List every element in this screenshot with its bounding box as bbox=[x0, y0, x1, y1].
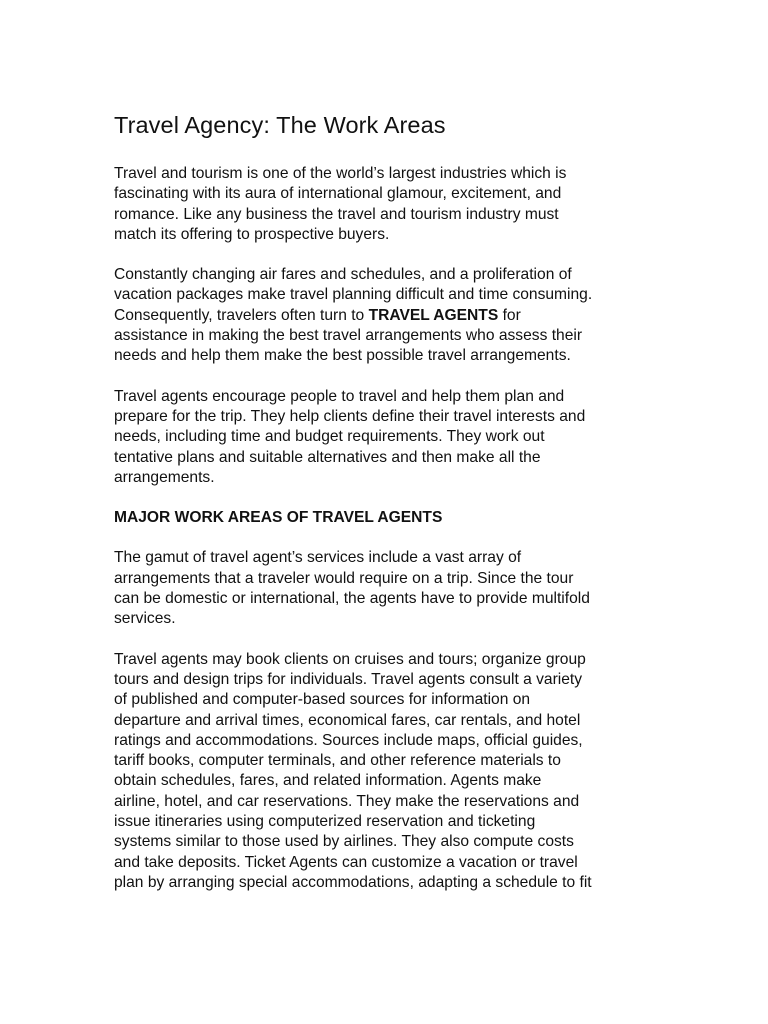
paragraph-line: prepare for the trip. They help clients define their travel interests and bbox=[114, 407, 586, 425]
paragraph-text: for bbox=[498, 306, 521, 324]
paragraph-line: can be domestic or international, the agents have to provide multifold bbox=[114, 590, 590, 608]
paragraph-line: Travel and tourism is one of the world’s largest industries which is bbox=[114, 165, 567, 182]
paragraph-services-gamut bbox=[114, 548, 659, 629]
paragraph-line: vacation packages make travel planning difficult and time consuming. bbox=[114, 286, 593, 304]
paragraph-line: tentative plans and suitable alternatives and then make all the bbox=[114, 448, 541, 466]
paragraph-line: assistance in making the best travel arrangements who assess their bbox=[114, 327, 583, 345]
paragraph-line: services. bbox=[114, 610, 176, 628]
paragraph-line: issue itineraries using computerized reservation and ticketing bbox=[114, 813, 536, 831]
document-body bbox=[114, 110, 659, 913]
paragraph-line: The gamut of travel agent’s services include a vast array of bbox=[114, 549, 522, 567]
paragraph-line: airline, hotel, and car reservations. They make the reservations and bbox=[114, 792, 580, 810]
paragraph-travel-agents-assistance bbox=[114, 265, 659, 366]
paragraph-text: Consequently, travelers often turn to bbox=[114, 306, 369, 324]
paragraph-line: tours and design trips for individuals. Travel agents consult a variety bbox=[114, 670, 583, 688]
paragraph-agent-role bbox=[114, 387, 659, 488]
paragraph-line: Travel agents encourage people to travel and help them plan and bbox=[114, 387, 565, 405]
paragraph-line: and take deposits. Ticket Agents can customize a vacation or travel bbox=[114, 853, 578, 871]
paragraph-line: obtain schedules, fares, and related information. Agents make bbox=[114, 772, 542, 790]
paragraph-line: systems similar to those used by airlines. They also compute costs bbox=[114, 833, 574, 851]
emphasis-travel-agents: TRAVEL AGENTS bbox=[368, 306, 499, 324]
document-title: Travel Agency: The Work Areas bbox=[114, 112, 446, 138]
section-heading: MAJOR WORK AREAS OF TRAVEL AGENTS bbox=[114, 509, 443, 527]
paragraph-line: arrangements. bbox=[114, 468, 215, 486]
paragraph-line: tariff books, computer terminals, and other reference materials to bbox=[114, 752, 561, 770]
paragraph-agent-duties bbox=[114, 650, 659, 894]
paragraph-line: fascinating with its aura of international glamour, excitement, and bbox=[114, 185, 562, 203]
paragraph-line: departure and arrival times, economical fares, car rentals, and hotel bbox=[114, 711, 581, 729]
paragraph-line-with-emphasis bbox=[114, 306, 659, 326]
paragraph-line: match its offering to prospective buyers. bbox=[114, 225, 390, 243]
paragraph-line: Travel agents may book clients on cruises and tours; organize group bbox=[114, 650, 586, 668]
paragraph-line: plan by arranging special accommodations, adapting a schedule to fit bbox=[114, 873, 592, 891]
paragraph-line: arrangements that a traveler would require on a trip. Since the tour bbox=[114, 569, 574, 587]
paragraph-line: needs and help them make the best possible travel arrangements. bbox=[114, 347, 571, 365]
paragraph-line: ratings and accommodations. Sources include maps, official guides, bbox=[114, 731, 583, 749]
paragraph-line: of published and computer-based sources for information on bbox=[114, 691, 531, 709]
paragraph-line: needs, including time and budget requirements. They work out bbox=[114, 428, 545, 446]
paragraph-line: romance. Like any business the travel and tourism industry must bbox=[114, 205, 559, 223]
paragraph-intro bbox=[114, 164, 659, 245]
paragraph-line: Constantly changing air fares and schedules, and a proliferation of bbox=[114, 266, 572, 284]
